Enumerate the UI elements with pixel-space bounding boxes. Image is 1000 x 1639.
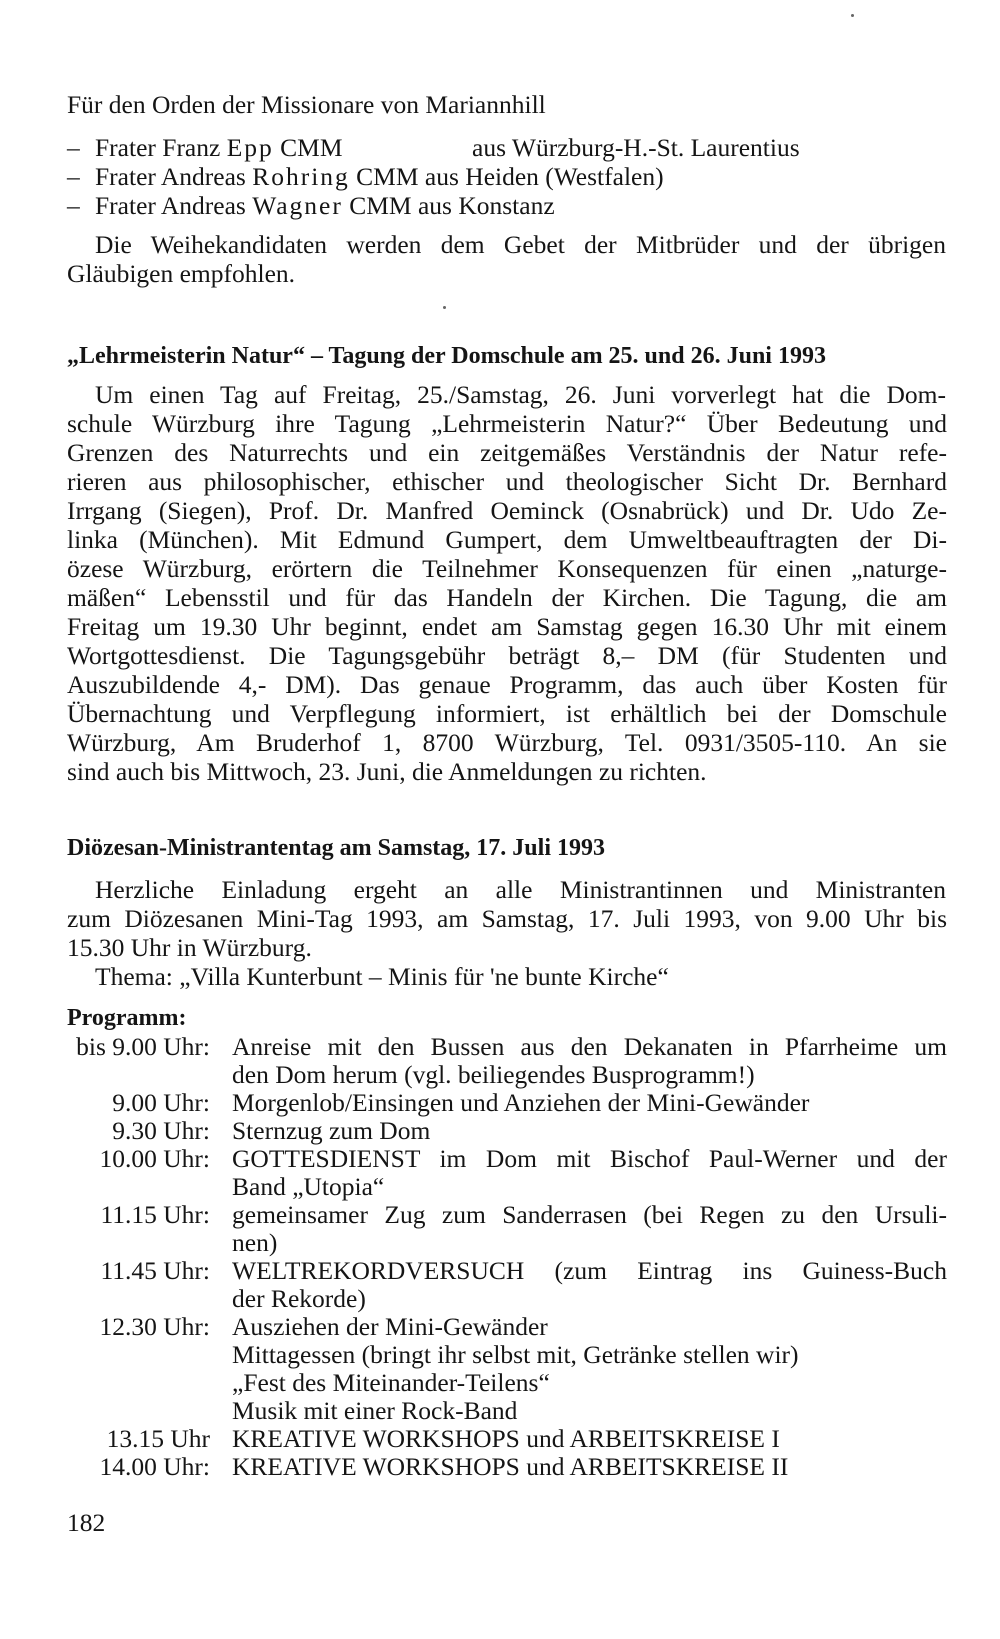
candidate-3: – Frater Andreas Wagner CMM aus Konstanz (67, 191, 555, 220)
program-description: den Dom herum (vgl. beiliegendes Busprogramm!) (232, 1060, 755, 1089)
section1-line: rieren aus philosophischer, ethischer und theologischer Sicht Dr. Bernhard (67, 467, 947, 496)
program-time: 9.30 Uhr: (112, 1116, 210, 1145)
section1-line: mäßen“ Lebensstil und für das Handeln der Kirchen. Die Tagung, die am (67, 583, 947, 612)
section1-line: schule Würzburg ihre Tagung „Lehrmeisterin Natur?“ Über Bedeutung und (67, 409, 947, 438)
recommendation-line-1: Die Weihekandidaten werden dem Gebet der Mitbrüder und der übrigen (95, 230, 946, 259)
program-time: 13.15 Uhr (106, 1424, 210, 1453)
program-time: 9.00 Uhr: (112, 1088, 210, 1117)
section1-line: Grenzen des Naturrechts und ein zeitgemäßes Verständnis der Natur refe- (67, 438, 947, 467)
speck (851, 14, 854, 17)
theme-line: Thema: „Villa Kunterbunt – Minis für 'ne bunte Kirche“ (95, 962, 669, 991)
section2-line: Herzliche Einladung ergeht an alle Ministrantinnen und Ministranten (95, 875, 946, 904)
program-description: gemeinsamer Zug zum Sanderrasen (bei Regen zu den Ursuli- (232, 1200, 947, 1229)
program-description: „Fest des Miteinander-Teilens“ (232, 1368, 550, 1397)
program-time: bis 9.00 Uhr: (76, 1032, 210, 1061)
recommendation-line-2: Gläubigen empfohlen. (67, 259, 296, 288)
program-description: GOTTESDIENST im Dom mit Bischof Paul-Werner und der (232, 1144, 947, 1173)
program-time: 11.45 Uhr: (100, 1256, 210, 1285)
program-description: Morgenlob/Einsingen und Anziehen der Mini-Gewänder (232, 1088, 810, 1117)
candidate-1: – Frater Franz Epp CMM (67, 133, 343, 162)
intro-line: Für den Orden der Missionare von Mariannhill (67, 90, 546, 119)
section1-line: özese Würzburg, erörtern die Teilnehmer Konsequenzen für einen „naturge- (67, 554, 947, 583)
program-description: Band „Utopia“ (232, 1172, 385, 1201)
page-number: 182 (67, 1508, 106, 1537)
program-time: 10.00 Uhr: (99, 1144, 210, 1173)
program-label: Programm: (67, 1005, 187, 1031)
section1-line: Wortgottesdienst. Die Tagungsgebühr beträgt 8,– DM (für Studenten und (67, 641, 947, 670)
candidate-2: – Frater Andreas Rohring CMM aus Heiden (Westfalen) (67, 162, 664, 191)
program-description: nen) (232, 1228, 278, 1257)
section1-line: Übernachtung und Verpflegung informiert, ist erhältlich bei der Domschule (67, 699, 947, 728)
program-description: KREATIVE WORKSHOPS und ARBEITSKREISE II (232, 1452, 789, 1481)
program-description: der Rekorde) (232, 1284, 366, 1313)
candidate-1-origin: aus Würzburg-H.-St. Laurentius (472, 133, 800, 162)
program-description: Anreise mit den Bussen aus den Dekanaten in Pfarrheime um (232, 1032, 947, 1061)
section1-line: Um einen Tag auf Freitag, 25./Samstag, 26. Juni vorverlegt hat die Dom- (95, 380, 946, 409)
program-description: Ausziehen der Mini-Gewänder (232, 1312, 548, 1341)
program-description: Sternzug zum Dom (232, 1116, 431, 1145)
section2-line: zum Diözesanen Mini-Tag 1993, am Samstag, 17. Juli 1993, von 9.00 Uhr bis (67, 904, 947, 933)
program-time: 11.15 Uhr: (100, 1200, 210, 1229)
section2-heading: Diözesan-Ministrantentag am Samstag, 17. Juli 1993 (67, 835, 605, 861)
section1-line: linka (München). Mit Edmund Gumpert, dem Umweltbeauftragten der Di- (67, 525, 947, 554)
program-time: 12.30 Uhr: (99, 1312, 210, 1341)
speck (443, 306, 446, 309)
section2-line: 15.30 Uhr in Würzburg. (67, 933, 312, 962)
section1-heading: „Lehrmeisterin Natur“ – Tagung der Domschule am 25. und 26. Juni 1993 (67, 343, 826, 369)
section1-line: Freitag um 19.30 Uhr beginnt, endet am Samstag gegen 16.30 Uhr mit einem (67, 612, 947, 641)
section1-line: Würzburg, Am Bruderhof 1, 8700 Würzburg, Tel. 0931/3505-110. An sie (67, 728, 947, 757)
program-description: Mittagessen (bringt ihr selbst mit, Getränke stellen wir) (232, 1340, 799, 1369)
program-description: WELTREKORDVERSUCH (zum Eintrag ins Guiness-Buch (232, 1256, 947, 1285)
program-description: Musik mit einer Rock-Band (232, 1396, 518, 1425)
program-description: KREATIVE WORKSHOPS und ARBEITSKREISE I (232, 1424, 780, 1453)
program-time: 14.00 Uhr: (99, 1452, 210, 1481)
section1-line: Auszubildende 4,- DM). Das genaue Programm, das auch über Kosten für (67, 670, 947, 699)
section1-line: sind auch bis Mittwoch, 23. Juni, die Anmeldungen zu richten. (67, 757, 707, 786)
section1-line: Irrgang (Siegen), Prof. Dr. Manfred Oeminck (Osnabrück) und Dr. Udo Ze- (67, 496, 947, 525)
